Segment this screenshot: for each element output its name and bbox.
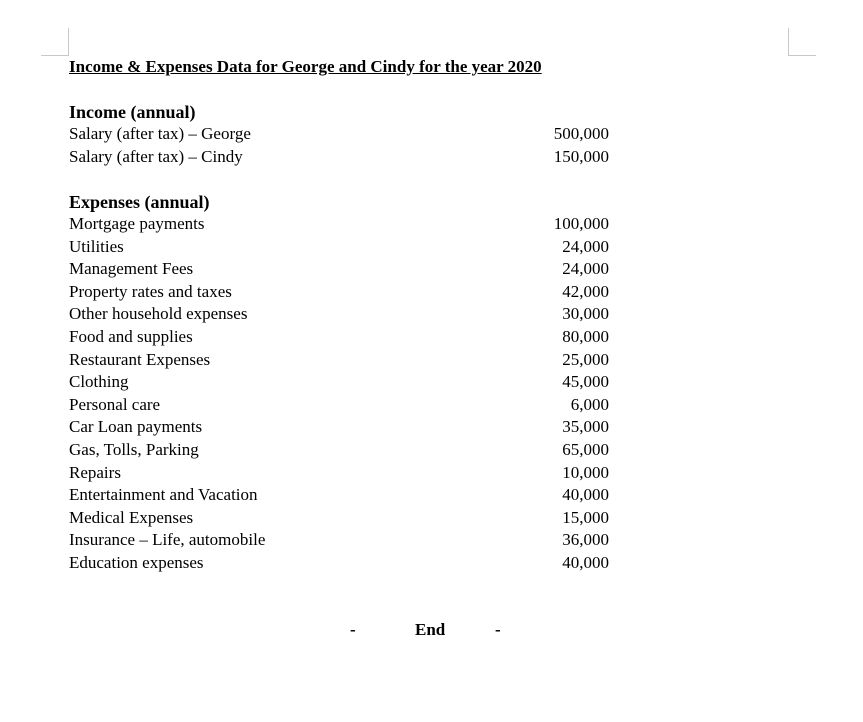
document-title: Income & Expenses Data for George and Cindy for the year 2020 [69, 57, 542, 76]
expense-value: 35,000 [562, 417, 609, 437]
expense-row [69, 282, 609, 305]
expense-label: Property rates and taxes [69, 281, 232, 301]
expense-label: Food and supplies [69, 326, 193, 346]
expense-row [69, 530, 609, 553]
expense-value: 15,000 [562, 507, 609, 527]
expense-row [69, 485, 609, 508]
expense-label: Car Loan payments [69, 417, 203, 437]
expense-row [69, 440, 609, 463]
expense-row [69, 350, 609, 373]
expenses-list [69, 214, 609, 576]
expense-value: 24,000 [562, 236, 609, 256]
expense-value: 40,000 [562, 552, 609, 572]
expense-row [69, 553, 609, 576]
expense-value: 6,000 [570, 394, 609, 414]
expense-value: 25,000 [562, 349, 609, 369]
expense-label: Other household expenses [69, 304, 248, 324]
income-label: Salary (after tax) – Cindy [69, 146, 243, 166]
expense-label: Medical Expenses [69, 507, 194, 527]
expense-row [69, 327, 609, 350]
expense-label: Management Fees [69, 259, 194, 279]
expense-label: Entertainment and Vacation [69, 485, 258, 505]
expense-label: Education expenses [69, 552, 204, 572]
expense-value: 40,000 [562, 485, 609, 505]
expense-value: 30,000 [562, 304, 609, 324]
expense-label: Mortgage payments [69, 214, 205, 233]
crop-mark-top-right [788, 28, 816, 56]
expense-label: Utilities [69, 236, 124, 256]
expense-label: Restaurant Expenses [69, 349, 211, 369]
expense-label: Repairs [69, 462, 121, 482]
expense-label: Gas, Tolls, Parking [69, 439, 199, 459]
end-label: End [415, 620, 446, 639]
income-label: Salary (after tax) – George [69, 124, 251, 143]
income-row [69, 124, 609, 147]
end-dash-left: - [350, 620, 356, 639]
expense-value: 24,000 [562, 259, 609, 279]
expense-row [69, 372, 609, 395]
expense-value: 10,000 [562, 462, 609, 482]
expense-value: 80,000 [562, 326, 609, 346]
expense-label: Insurance – Life, automobile [69, 530, 266, 550]
expense-label: Personal care [69, 394, 161, 414]
end-dash-right: - [495, 620, 501, 639]
expense-row [69, 508, 609, 531]
income-list [69, 124, 609, 169]
expense-row [69, 259, 609, 282]
expense-value: 45,000 [562, 372, 609, 392]
expense-value: 36,000 [562, 530, 609, 550]
income-heading: Income (annual) [69, 102, 196, 122]
expense-row [69, 237, 609, 260]
income-value: 150,000 [553, 146, 609, 166]
expenses-heading: Expenses (annual) [69, 192, 210, 212]
expense-value: 65,000 [562, 439, 609, 459]
income-row [69, 147, 609, 170]
expense-label: Clothing [69, 372, 129, 392]
expense-row [69, 214, 609, 237]
expense-row [69, 304, 609, 327]
crop-mark-top-left [41, 28, 69, 56]
expense-row [69, 463, 609, 486]
expense-row [69, 417, 609, 440]
expense-value: 42,000 [562, 281, 609, 301]
expense-value: 100,000 [553, 214, 609, 233]
expense-row [69, 395, 609, 418]
income-value: 500,000 [553, 124, 609, 143]
